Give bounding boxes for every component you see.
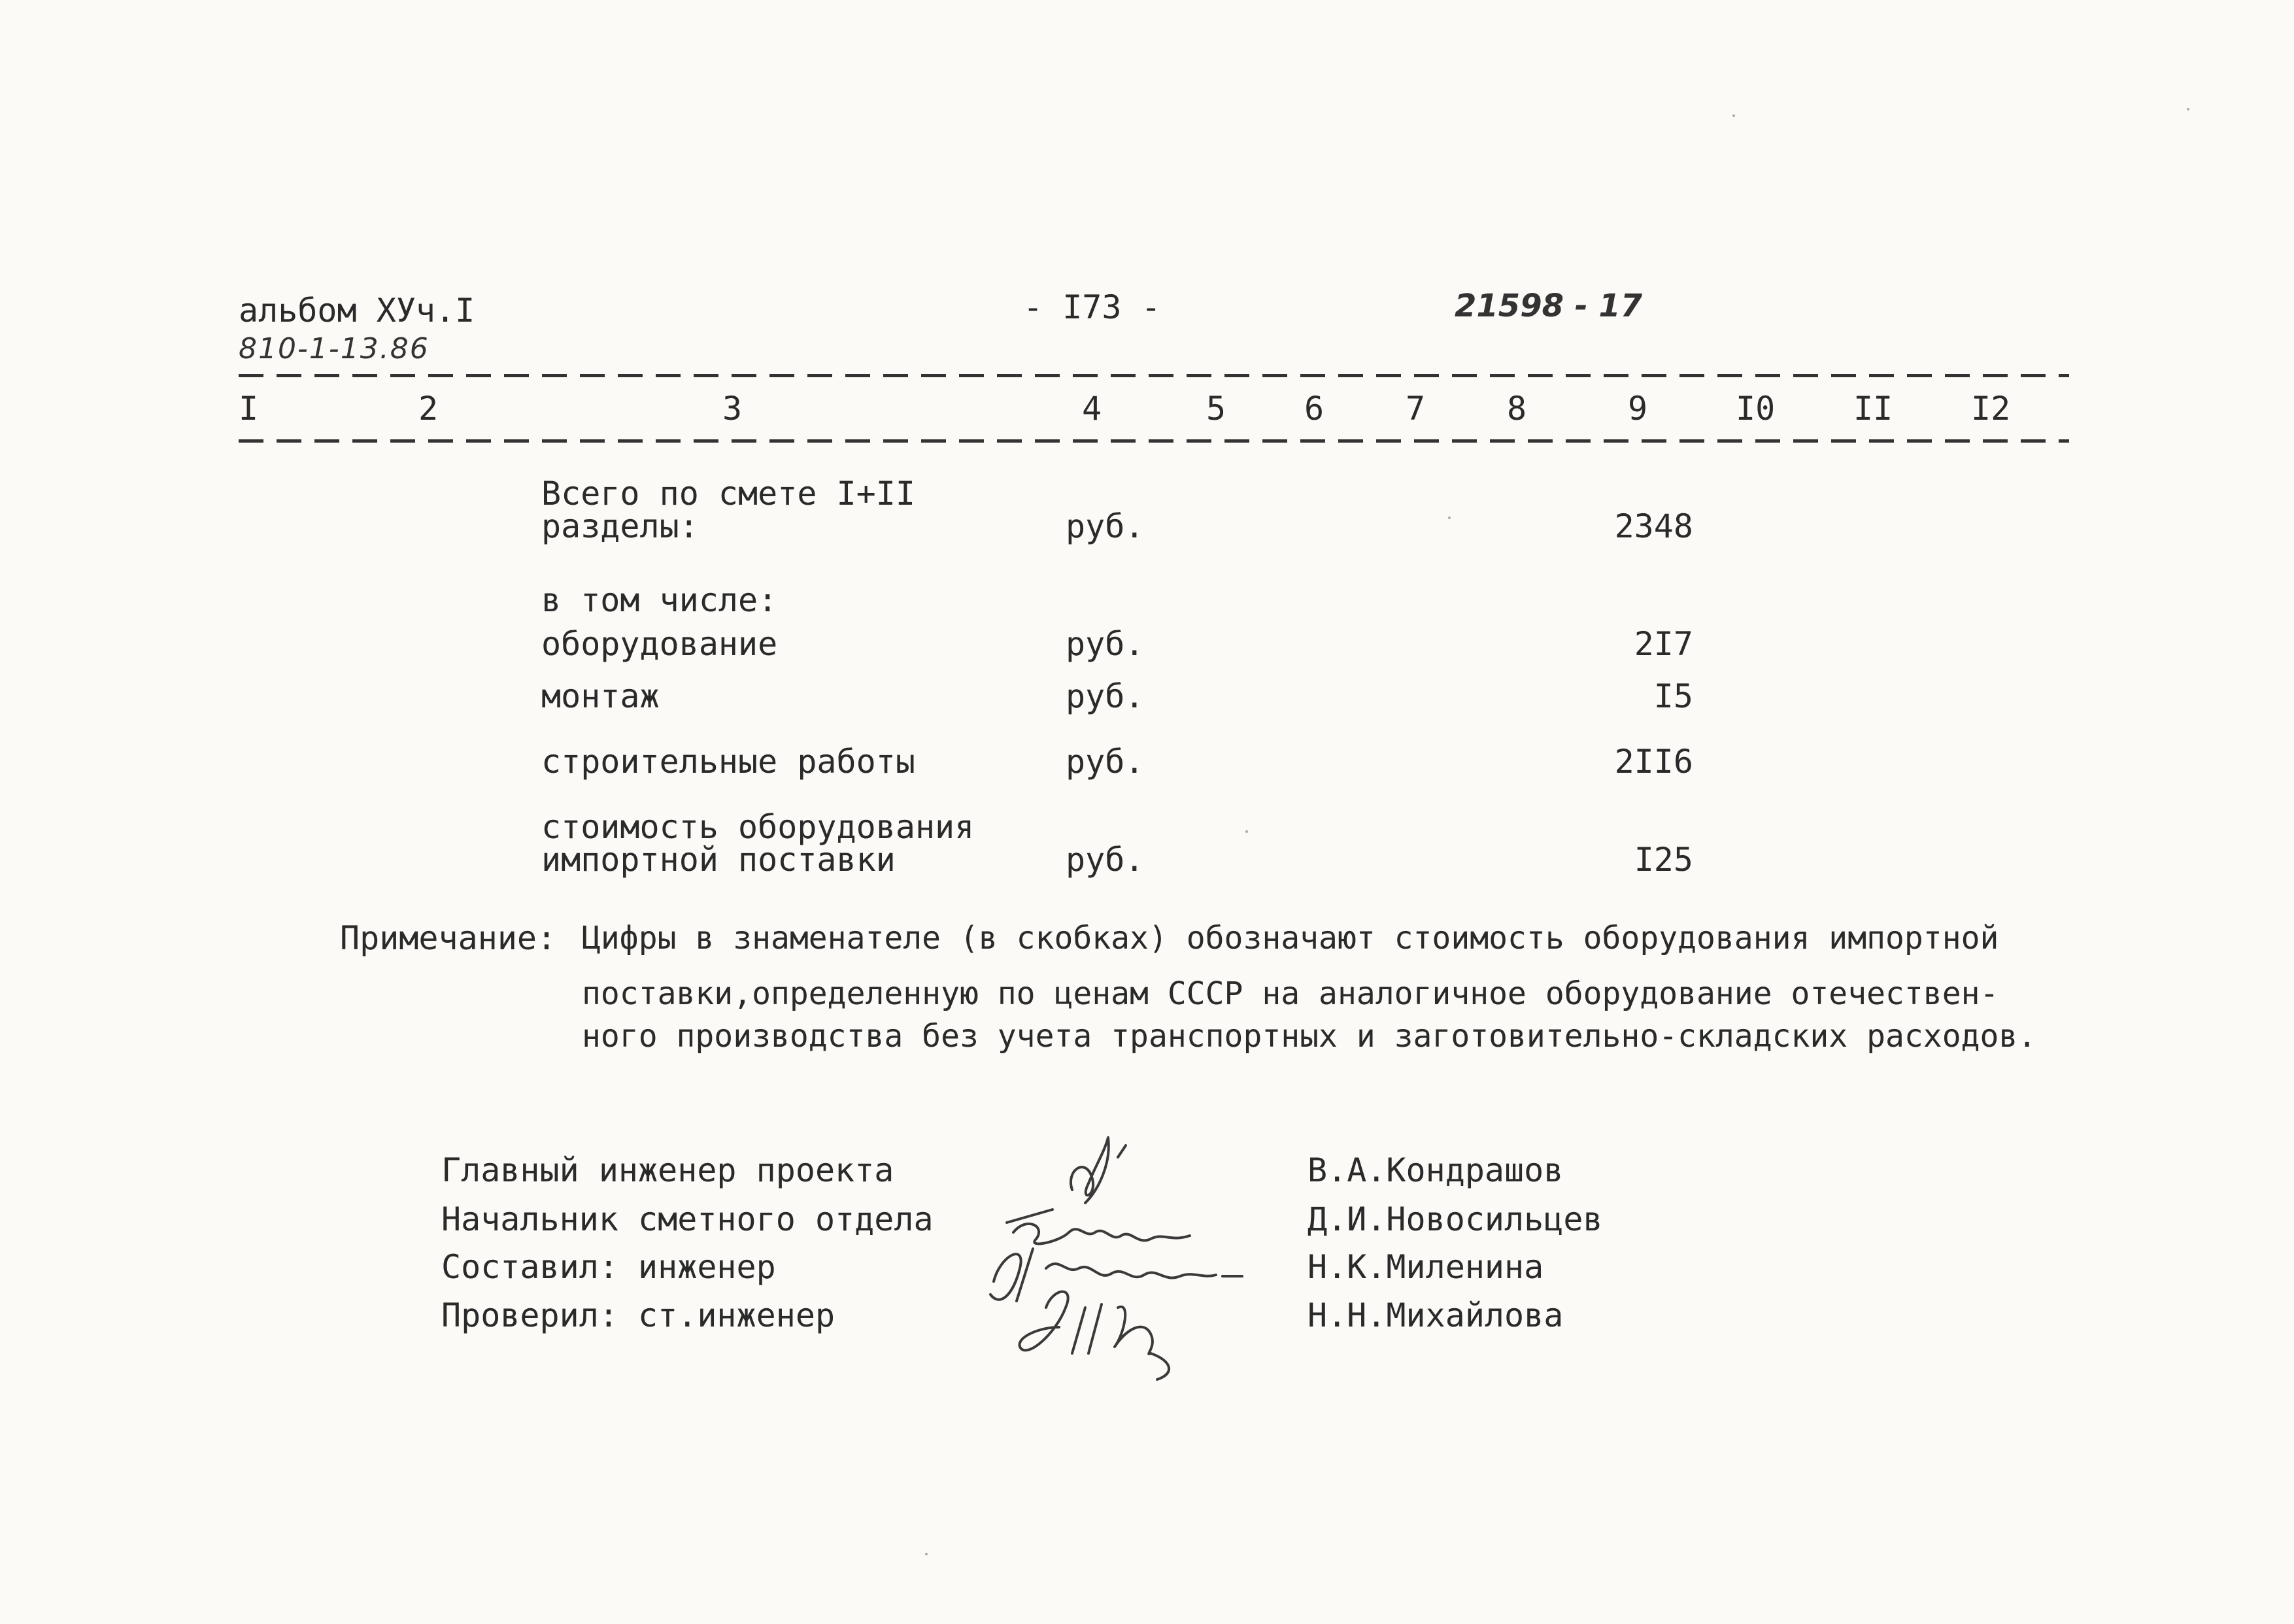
row-installation-value: I5	[1653, 677, 1693, 715]
col-2: 2	[418, 390, 439, 428]
row-construction-value: 2II6	[1614, 743, 1693, 781]
row-import-label-2: импортной поставки	[541, 841, 896, 879]
header-top-rule	[239, 374, 2069, 377]
col-6: 6	[1304, 390, 1324, 428]
album-label: альбом ХУч.I	[239, 292, 475, 330]
handwritten-code: 810-1-13.86	[239, 332, 430, 365]
sig-name-1: В.А.Кондрашов	[1307, 1151, 1564, 1189]
handwritten-signatures	[954, 1111, 1321, 1399]
col-8: 8	[1507, 390, 1527, 428]
note-line-3: ного производства без учета транспортных и заготовительно-складских расходов.	[582, 1018, 2037, 1055]
col-12: I2	[1971, 390, 2011, 428]
col-4: 4	[1082, 390, 1102, 428]
sig-name-2: Д.И.Новосильцев	[1307, 1200, 1603, 1238]
row-installation-label: монтаж	[541, 677, 660, 715]
paper-speck	[1732, 114, 1735, 117]
col-1: I	[239, 390, 259, 428]
sig-role-1: Главный инженер проекта	[441, 1151, 894, 1189]
row-total-value: 2348	[1614, 507, 1693, 545]
row-equipment-unit: руб.	[1066, 625, 1145, 663]
row-total-label-2: разделы:	[541, 507, 699, 545]
col-11: II	[1853, 390, 1893, 428]
row-equipment-label: оборудование	[541, 625, 778, 663]
paper-speck	[1245, 830, 1248, 833]
note-line-2: поставки,определенную по ценам СССР на аналогичное оборудование отечествен-	[582, 975, 1999, 1012]
sig-role-3: Составил: инженер	[441, 1248, 776, 1286]
col-7: 7	[1406, 390, 1426, 428]
col-5: 5	[1206, 390, 1226, 428]
signature-4-stroke	[1020, 1292, 1170, 1379]
signature-3-stroke	[990, 1249, 1242, 1301]
sig-name-4: Н.Н.Михайлова	[1307, 1296, 1564, 1334]
row-construction-unit: руб.	[1066, 743, 1145, 781]
signature-1-stroke	[1071, 1138, 1126, 1203]
row-total-label: Всего по смете I+II	[541, 475, 915, 513]
note-label: Примечание:	[340, 919, 557, 957]
sig-role-4: Проверил: ст.инженер	[441, 1296, 835, 1334]
col-10: I0	[1736, 390, 1776, 428]
doc-number: 21598 - 17	[1455, 288, 1643, 324]
row-installation-unit: руб.	[1066, 677, 1145, 715]
header-bottom-rule	[239, 439, 2069, 443]
row-import-label: стоимость оборудования	[541, 808, 975, 846]
col-9: 9	[1628, 390, 1648, 428]
col-3: 3	[722, 390, 743, 428]
paper-speck	[1448, 516, 1451, 519]
page-number: - I73 -	[1023, 288, 1161, 326]
note-line-1: Цифры в знаменателе (в скобках) обозначают стоимость оборудования импортной	[582, 920, 1999, 956]
row-equipment-value: 2I7	[1634, 625, 1693, 663]
sig-name-3: Н.К.Миленина	[1307, 1248, 1544, 1286]
row-total-unit: руб.	[1066, 507, 1145, 545]
signature-2-stroke	[1007, 1210, 1190, 1243]
row-including-label: в том числе:	[541, 581, 778, 619]
row-import-value: I25	[1634, 841, 1693, 879]
paper-speck	[2187, 108, 2189, 110]
paper-speck	[925, 1553, 928, 1555]
row-construction-label: строительные работы	[541, 743, 915, 781]
row-import-unit: руб.	[1066, 841, 1145, 879]
sig-role-2: Начальник сметного отдела	[441, 1200, 934, 1238]
